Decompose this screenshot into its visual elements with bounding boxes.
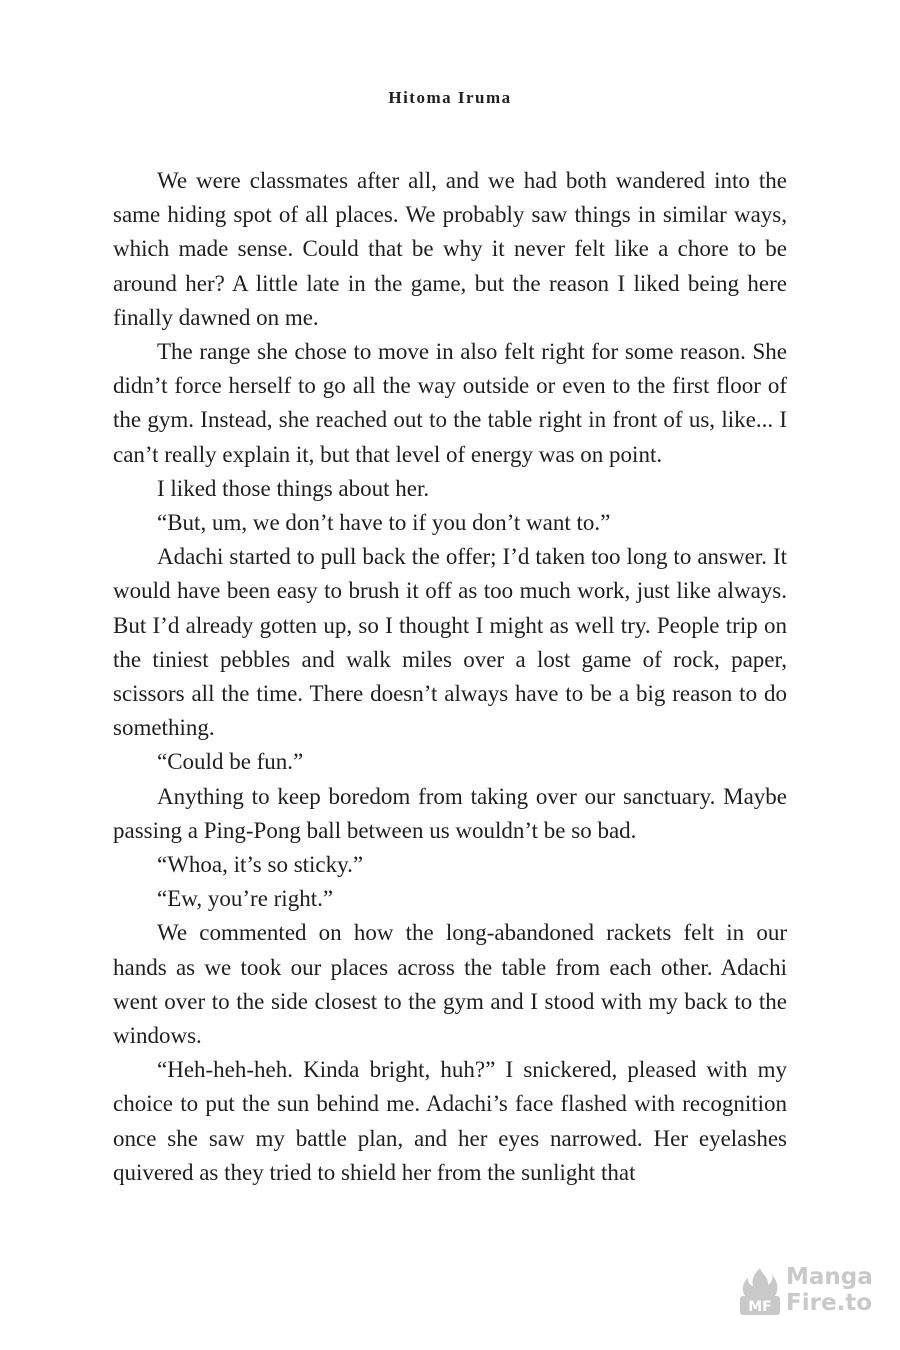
paragraph: “Ew, you’re right.” bbox=[157, 886, 334, 912]
paragraph: “Whoa, it’s so sticky.” bbox=[157, 852, 364, 878]
svg-text:MF: MF bbox=[748, 1299, 772, 1315]
paragraph: Adachi started to pull back the offer; I’d taken too long to answer. It would have been easy to brush it off as too much work, just like always. But I’d already gotten up, so I thought I might as well try. People trip on the tiniest pebbles and walk miles over a lost game of rock, paper, scissors all the time. There doesn’t always have to be a big reason to do something. bbox=[113, 544, 787, 741]
paragraph: The range she chose to move in also felt right for some reason. She didn’t force herself to go all the way outside or even to the first floor of the gym. Instead, she reached out to the table right in front of us, like... I can’t really explain it, but that level of energy was on point. bbox=[113, 339, 787, 467]
running-head-author: Hitoma Iruma bbox=[388, 88, 512, 107]
paragraph: “Could be fun.” bbox=[157, 749, 304, 775]
watermark-line-fire: Fire.to bbox=[786, 1290, 873, 1316]
paragraph: We were classmates after all, and we had both wandered into the same hiding spot of all places. We probably saw things in similar ways, which made sense. Could that be why it never felt like a chore to be around her? A little late in the game, but the reason I liked being here finally dawned on me. bbox=[113, 168, 787, 330]
page-body-text bbox=[113, 164, 787, 1190]
paragraph: We commented on how the long-abandoned rackets felt in our hands as we took our places across the table from each other. Adachi went over to the side closest to the gym and I stood with my back to the windows. bbox=[113, 920, 787, 1049]
watermark-line-manga: Manga bbox=[786, 1264, 873, 1290]
mangafire-watermark bbox=[738, 1262, 878, 1322]
watermark-text bbox=[786, 1264, 873, 1316]
paragraph: Anything to keep boredom from taking over our sanctuary. Maybe passing a Ping-Pong ball between us wouldn’t be so bad. bbox=[113, 783, 787, 843]
paragraph: “Heh-heh-heh. Kinda bright, huh?” I snickered, pleased with my choice to put the sun behind me. Adachi’s face flashed with recognition once she saw my battle plan, and her eyes narrowed. Her eyelashes quivered as they tried to shield her from the sunlight that bbox=[113, 1057, 787, 1185]
paragraph: “But, um, we don’t have to if you don’t want to.” bbox=[157, 510, 611, 536]
paragraph: I liked those things about her. bbox=[157, 475, 430, 501]
mangafire-flame-logo-icon bbox=[738, 1266, 782, 1318]
